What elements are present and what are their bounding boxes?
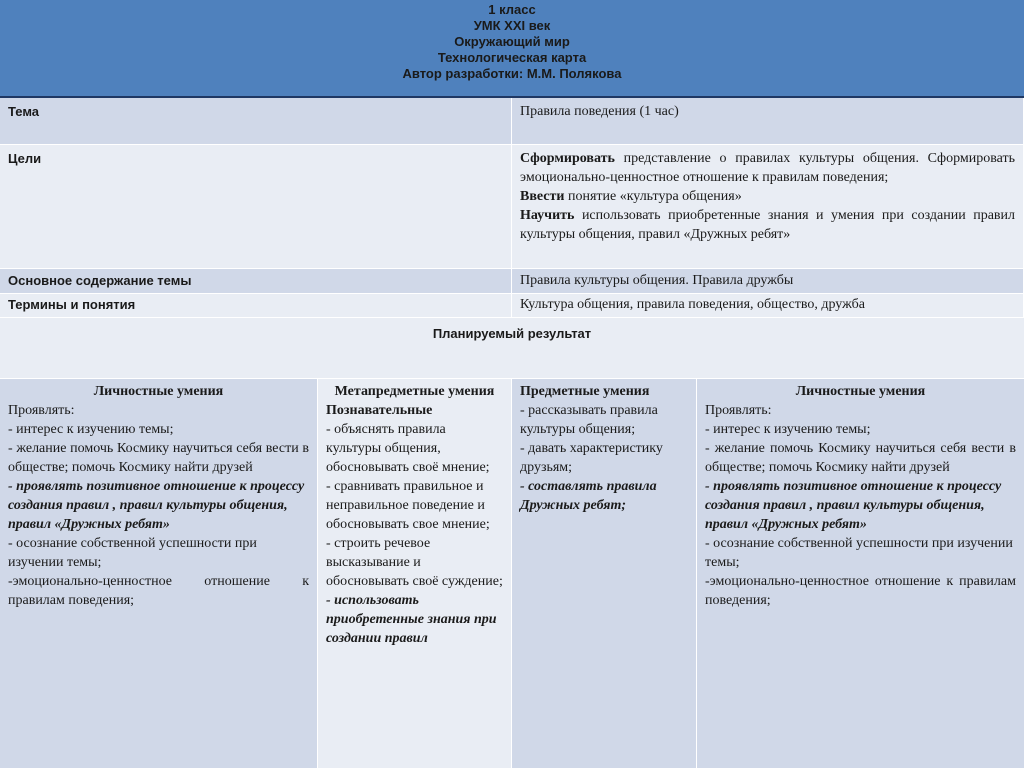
content-value: Правила культуры общения. Правила дружбы xyxy=(520,273,794,288)
row-goals xyxy=(0,145,1024,269)
personal-skills-title: Личностные умения xyxy=(93,384,224,399)
document-header xyxy=(0,0,1024,98)
row-topic xyxy=(0,98,1024,145)
personal2-skills-title: Личностные умения xyxy=(795,384,926,399)
column-meta-skills xyxy=(318,379,512,768)
topic-label: Тема xyxy=(8,104,40,119)
meta-item-2: - сравнивать правильное и неправильное поведение и обосновывать свое мнение; xyxy=(326,479,490,532)
row-content xyxy=(0,269,1024,294)
personal2-item-2: - желание помочь Космику научиться себя вести в обществе; помочь Космику найти друзей xyxy=(705,441,1016,475)
terms-label: Термины и понятия xyxy=(8,297,136,312)
goal-2-text: понятие «культура общения» xyxy=(564,189,742,204)
meta-item-3: - строить речевое высказывание и обосновывать своё суждение; xyxy=(326,536,503,589)
header-subject: Окружающий мир xyxy=(454,34,570,49)
goal-1-text: представление о правилах культуры общения. Сформировать эмоционально-ценностное отношение к правилам поведения; xyxy=(520,151,1015,185)
subject-skills-title: Предметные умения xyxy=(520,384,650,399)
column-personal-skills-2 xyxy=(697,379,1024,768)
personal-item-2: - желание помочь Космику научиться себя вести в обществе; помочь Космику найти друзей xyxy=(8,441,309,475)
personal-item-4: - осознание собственной успешности при изучении темы; xyxy=(8,536,257,570)
personal-item-3: - проявлять позитивное отношение к процессу создания правил , правил культуры общения, правил «Дружных ребят» xyxy=(8,479,305,532)
personal2-item-5: -эмоционально-ценностное отношение к правилам поведения; xyxy=(705,574,1016,608)
header-author: Автор разработки: М.М. Полякова xyxy=(402,66,622,81)
subject-item-1: - рассказывать правила культуры общения; xyxy=(520,403,658,437)
header-doc-type: Технологическая карта xyxy=(437,50,587,65)
column-personal-skills xyxy=(0,379,318,768)
personal-intro: Проявлять: xyxy=(8,403,75,418)
personal2-item-3: - проявлять позитивное отношение к процессу создания правил , правил культуры общения, правил «Дружных ребят» xyxy=(705,479,1002,532)
terms-value: Культура общения, правила поведения, общество, дружба xyxy=(520,297,865,312)
goals-value xyxy=(512,145,1023,244)
personal-item-5: -эмоционально-ценностное отношение к правилам поведения; xyxy=(8,574,309,608)
goals-label: Цели xyxy=(8,151,42,166)
personal-item-1: - интерес к изучению темы; xyxy=(8,422,174,437)
column-subject-skills xyxy=(512,379,697,768)
goal-3-text: использовать приобретенные знания и умения при создании правил культуры общения, правил «Дружных ребят» xyxy=(520,208,1015,242)
personal2-intro: Проявлять: xyxy=(705,403,772,418)
topic-value: Правила поведения (1 час) xyxy=(520,104,679,119)
header-grade: 1 класс xyxy=(488,2,536,17)
goal-1-verb: Сформировать xyxy=(520,151,615,166)
content-label: Основное содержание темы xyxy=(8,273,192,288)
meta-item-4: - использовать приобретенные знания при создании правил xyxy=(326,593,497,646)
header-umk: УМК XXI век xyxy=(473,18,551,33)
meta-cognitive-subtitle: Познавательные xyxy=(326,403,433,418)
goal-2-verb: Ввести xyxy=(520,189,565,204)
personal2-item-4: - осознание собственной успешности при изучении темы; xyxy=(705,536,1013,570)
meta-item-1: - объяснять правила культуры общения, обосновывать своё мнение; xyxy=(326,422,490,475)
personal2-item-1: - интерес к изучению темы; xyxy=(705,422,871,437)
planned-result-heading: Планируемый результат xyxy=(0,318,1024,379)
subject-item-3: - составлять правила Дружных ребят; xyxy=(520,479,657,513)
subject-item-2: - давать характеристику друзьям; xyxy=(520,441,663,475)
meta-skills-title: Метапредметные умения xyxy=(334,384,495,399)
row-terms xyxy=(0,294,1024,318)
goal-3-verb: Научить xyxy=(520,208,575,223)
